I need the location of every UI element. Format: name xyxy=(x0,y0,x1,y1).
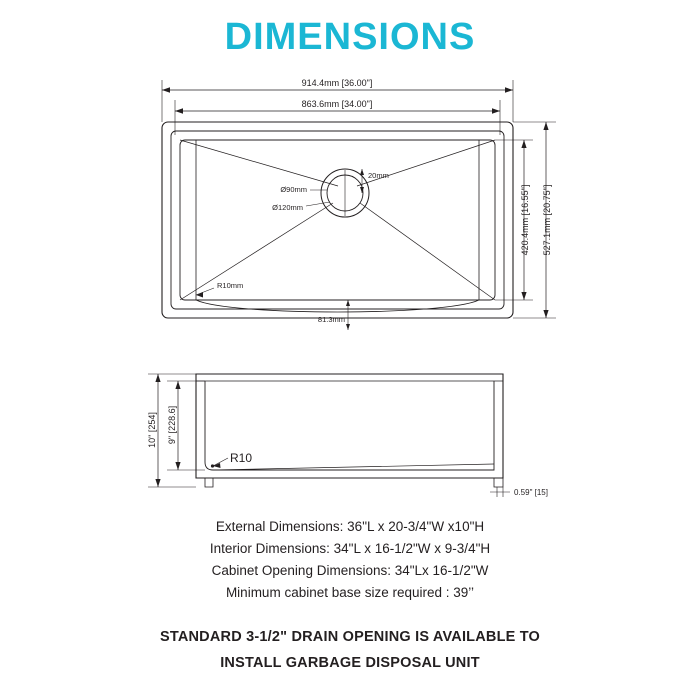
label-drain-small: Ø90mm xyxy=(280,185,307,194)
arrow-drain-offset-top xyxy=(360,169,364,175)
footer-note xyxy=(0,624,700,676)
spec-interior-dimensions: Interior Dimensions: 34"L x 16-1/2"W x 9-3/4"H xyxy=(209,541,491,556)
sink-basin-opening xyxy=(180,140,495,300)
label-side-radius: R10 xyxy=(230,451,253,465)
slope-line-bottom-left xyxy=(180,203,333,300)
label-bottom-offset: 81.3mm xyxy=(317,315,345,324)
arrow-corner-radius xyxy=(196,292,203,298)
dot-side-radius xyxy=(211,464,214,467)
label-side-inner-height: 9" [228.6] xyxy=(167,405,177,445)
label-overall-depth: 527.1mm [20.75"] xyxy=(542,184,552,256)
footer-line-1: STANDARD 3-1/2" DRAIN OPENING IS AVAILABLE TO xyxy=(159,629,541,645)
footer-line-2: INSTALL GARBAGE DISPOSAL UNIT xyxy=(220,655,480,671)
spec-list xyxy=(0,516,700,604)
label-corner-radius: R10mm xyxy=(217,281,244,290)
spec-cabinet-opening-dimensions: Cabinet Opening Dimensions: 34"Lx 16-1/2"W xyxy=(211,563,489,578)
leader-drain-120 xyxy=(306,202,330,206)
arrow-side-inner-top xyxy=(175,381,180,389)
label-side-outer-height: 10" [254] xyxy=(147,412,157,448)
label-inner-width: 863.6mm [34.00"] xyxy=(301,99,373,109)
page-title: DIMENSIONS xyxy=(224,16,476,58)
label-drain-offset: 20mm xyxy=(368,171,389,180)
slope-line-top-left xyxy=(180,140,338,186)
arrow-left-inner-width xyxy=(175,108,183,113)
leader-side-radius xyxy=(213,458,228,466)
arrow-side-outer-top xyxy=(155,374,160,382)
side-view-right-foot xyxy=(494,478,503,487)
arrow-right-inner-width xyxy=(492,108,500,113)
arrow-overall-depth-bottom xyxy=(543,310,548,318)
side-view-bottom-slope xyxy=(213,464,494,470)
side-view-left-foot xyxy=(205,478,213,487)
arrow-bottom-offset-bottom xyxy=(346,324,350,330)
label-side-thickness: 0.59" [15] xyxy=(514,488,548,497)
arrow-bottom-offset-top xyxy=(346,300,350,306)
arrow-side-inner-bottom xyxy=(175,462,180,470)
arrow-inner-depth-bottom xyxy=(521,292,526,300)
label-inner-depth: 420.4mm [16.55"] xyxy=(520,184,530,256)
arrow-side-outer-bottom xyxy=(155,479,160,487)
arrow-overall-depth-top xyxy=(543,122,548,130)
arrow-left-overall-width xyxy=(162,87,170,92)
arrow-right-overall-width xyxy=(505,87,513,92)
slope-line-bottom-right xyxy=(360,203,495,300)
label-drain-large: Ø120mm xyxy=(272,203,303,212)
spec-minimum-cabinet-base: Minimum cabinet base size required : 39’’ xyxy=(225,585,475,600)
basin-bottom-curve xyxy=(196,300,479,312)
spec-external-dimensions: External Dimensions: 36"L x 20-3/4"W x10"H xyxy=(215,519,485,534)
arrow-inner-depth-top xyxy=(521,140,526,148)
label-overall-width: 914.4mm [36.00"] xyxy=(301,78,373,88)
